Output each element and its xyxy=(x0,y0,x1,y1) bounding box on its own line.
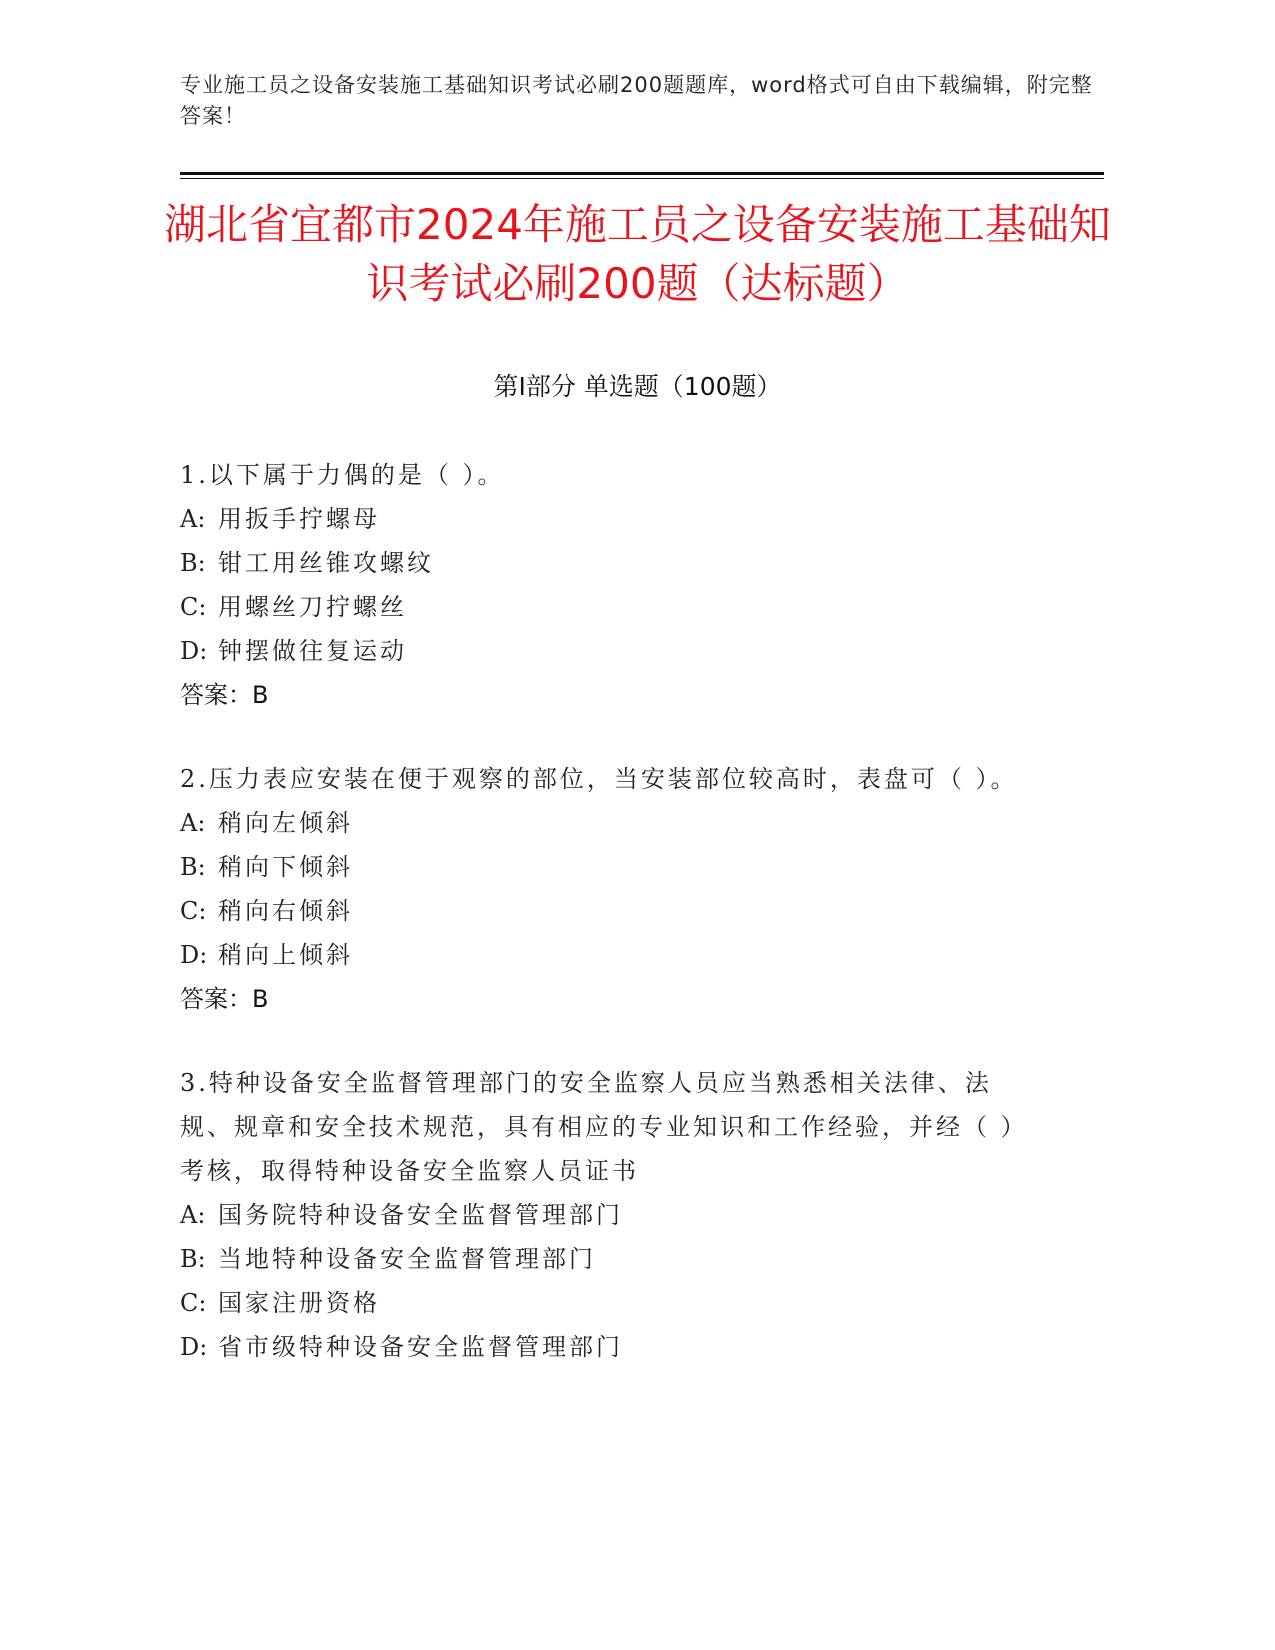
option-c xyxy=(180,585,1020,629)
option-b xyxy=(180,1237,1020,1281)
question-list xyxy=(180,453,1020,1409)
option-c xyxy=(180,889,1020,933)
option-b xyxy=(180,541,1020,585)
option-a xyxy=(180,497,1020,541)
option-text: 用扳手拧螺母 xyxy=(218,505,380,533)
option-letter: D: xyxy=(180,941,208,969)
option-letter: A: xyxy=(180,809,206,837)
option-letter: A: xyxy=(180,1201,206,1229)
option-letter: B: xyxy=(180,853,206,881)
option-text: 钟摆做往复运动 xyxy=(218,637,407,665)
option-text: 稍向左倾斜 xyxy=(218,809,353,837)
option-letter: C: xyxy=(180,593,207,621)
document-title: 湖北省宜都市2024年施工员之设备安装施工基础知识考试必刷200题（达标题） xyxy=(164,200,1111,308)
question-stem: 2.压力表应安装在便于观察的部位，当安装部位较高时，表盘可（ ）。 xyxy=(180,765,1018,793)
option-text: 稍向右倾斜 xyxy=(218,897,353,925)
question-3 xyxy=(180,1061,1020,1369)
option-letter: C: xyxy=(180,1289,207,1317)
section-heading: 第I部分 单选题（100题） xyxy=(493,372,782,401)
option-text: 用螺丝刀拧螺丝 xyxy=(218,593,407,621)
option-text: 国家注册资格 xyxy=(218,1289,380,1317)
option-text: 当地特种设备安全监督管理部门 xyxy=(218,1245,596,1273)
option-a xyxy=(180,1193,1020,1237)
answer-line: 答案：B xyxy=(180,681,269,709)
option-d xyxy=(180,1325,1020,1369)
option-letter: C: xyxy=(180,897,207,925)
option-text: 国务院特种设备安全监督管理部门 xyxy=(218,1201,623,1229)
option-c xyxy=(180,1281,1020,1325)
header-rule-thick xyxy=(180,172,1104,175)
option-letter: D: xyxy=(180,1333,208,1361)
option-text: 稍向上倾斜 xyxy=(218,941,353,969)
question-1 xyxy=(180,453,1020,717)
option-text: 钳工用丝锥攻螺纹 xyxy=(218,549,434,577)
option-letter: B: xyxy=(180,549,206,577)
header-note: 专业施工员之设备安装施工基础知识考试必刷200题题库，word格式可自由下载编辑，附完整答案！ xyxy=(180,73,1093,128)
option-letter: A: xyxy=(180,505,206,533)
option-letter: B: xyxy=(180,1245,206,1273)
question-stem: 3.特种设备安全监督管理部门的安全监察人员应当熟悉相关法律、法规、规章和安全技术规范，具有相应的专业知识和工作经验，并经（ ）考核，取得特种设备安全监察人员证书 xyxy=(180,1069,1016,1185)
option-d xyxy=(180,629,1020,673)
option-b xyxy=(180,845,1020,889)
option-letter: D: xyxy=(180,637,208,665)
header-rule-thin xyxy=(180,178,1104,179)
question-stem: 1.以下属于力偶的是（ ）。 xyxy=(180,461,505,489)
option-a xyxy=(180,801,1020,845)
answer-line: 答案：B xyxy=(180,985,269,1013)
option-text: 稍向下倾斜 xyxy=(218,853,353,881)
option-d xyxy=(180,933,1020,977)
question-2 xyxy=(180,757,1020,1021)
option-text: 省市级特种设备安全监督管理部门 xyxy=(218,1333,623,1361)
